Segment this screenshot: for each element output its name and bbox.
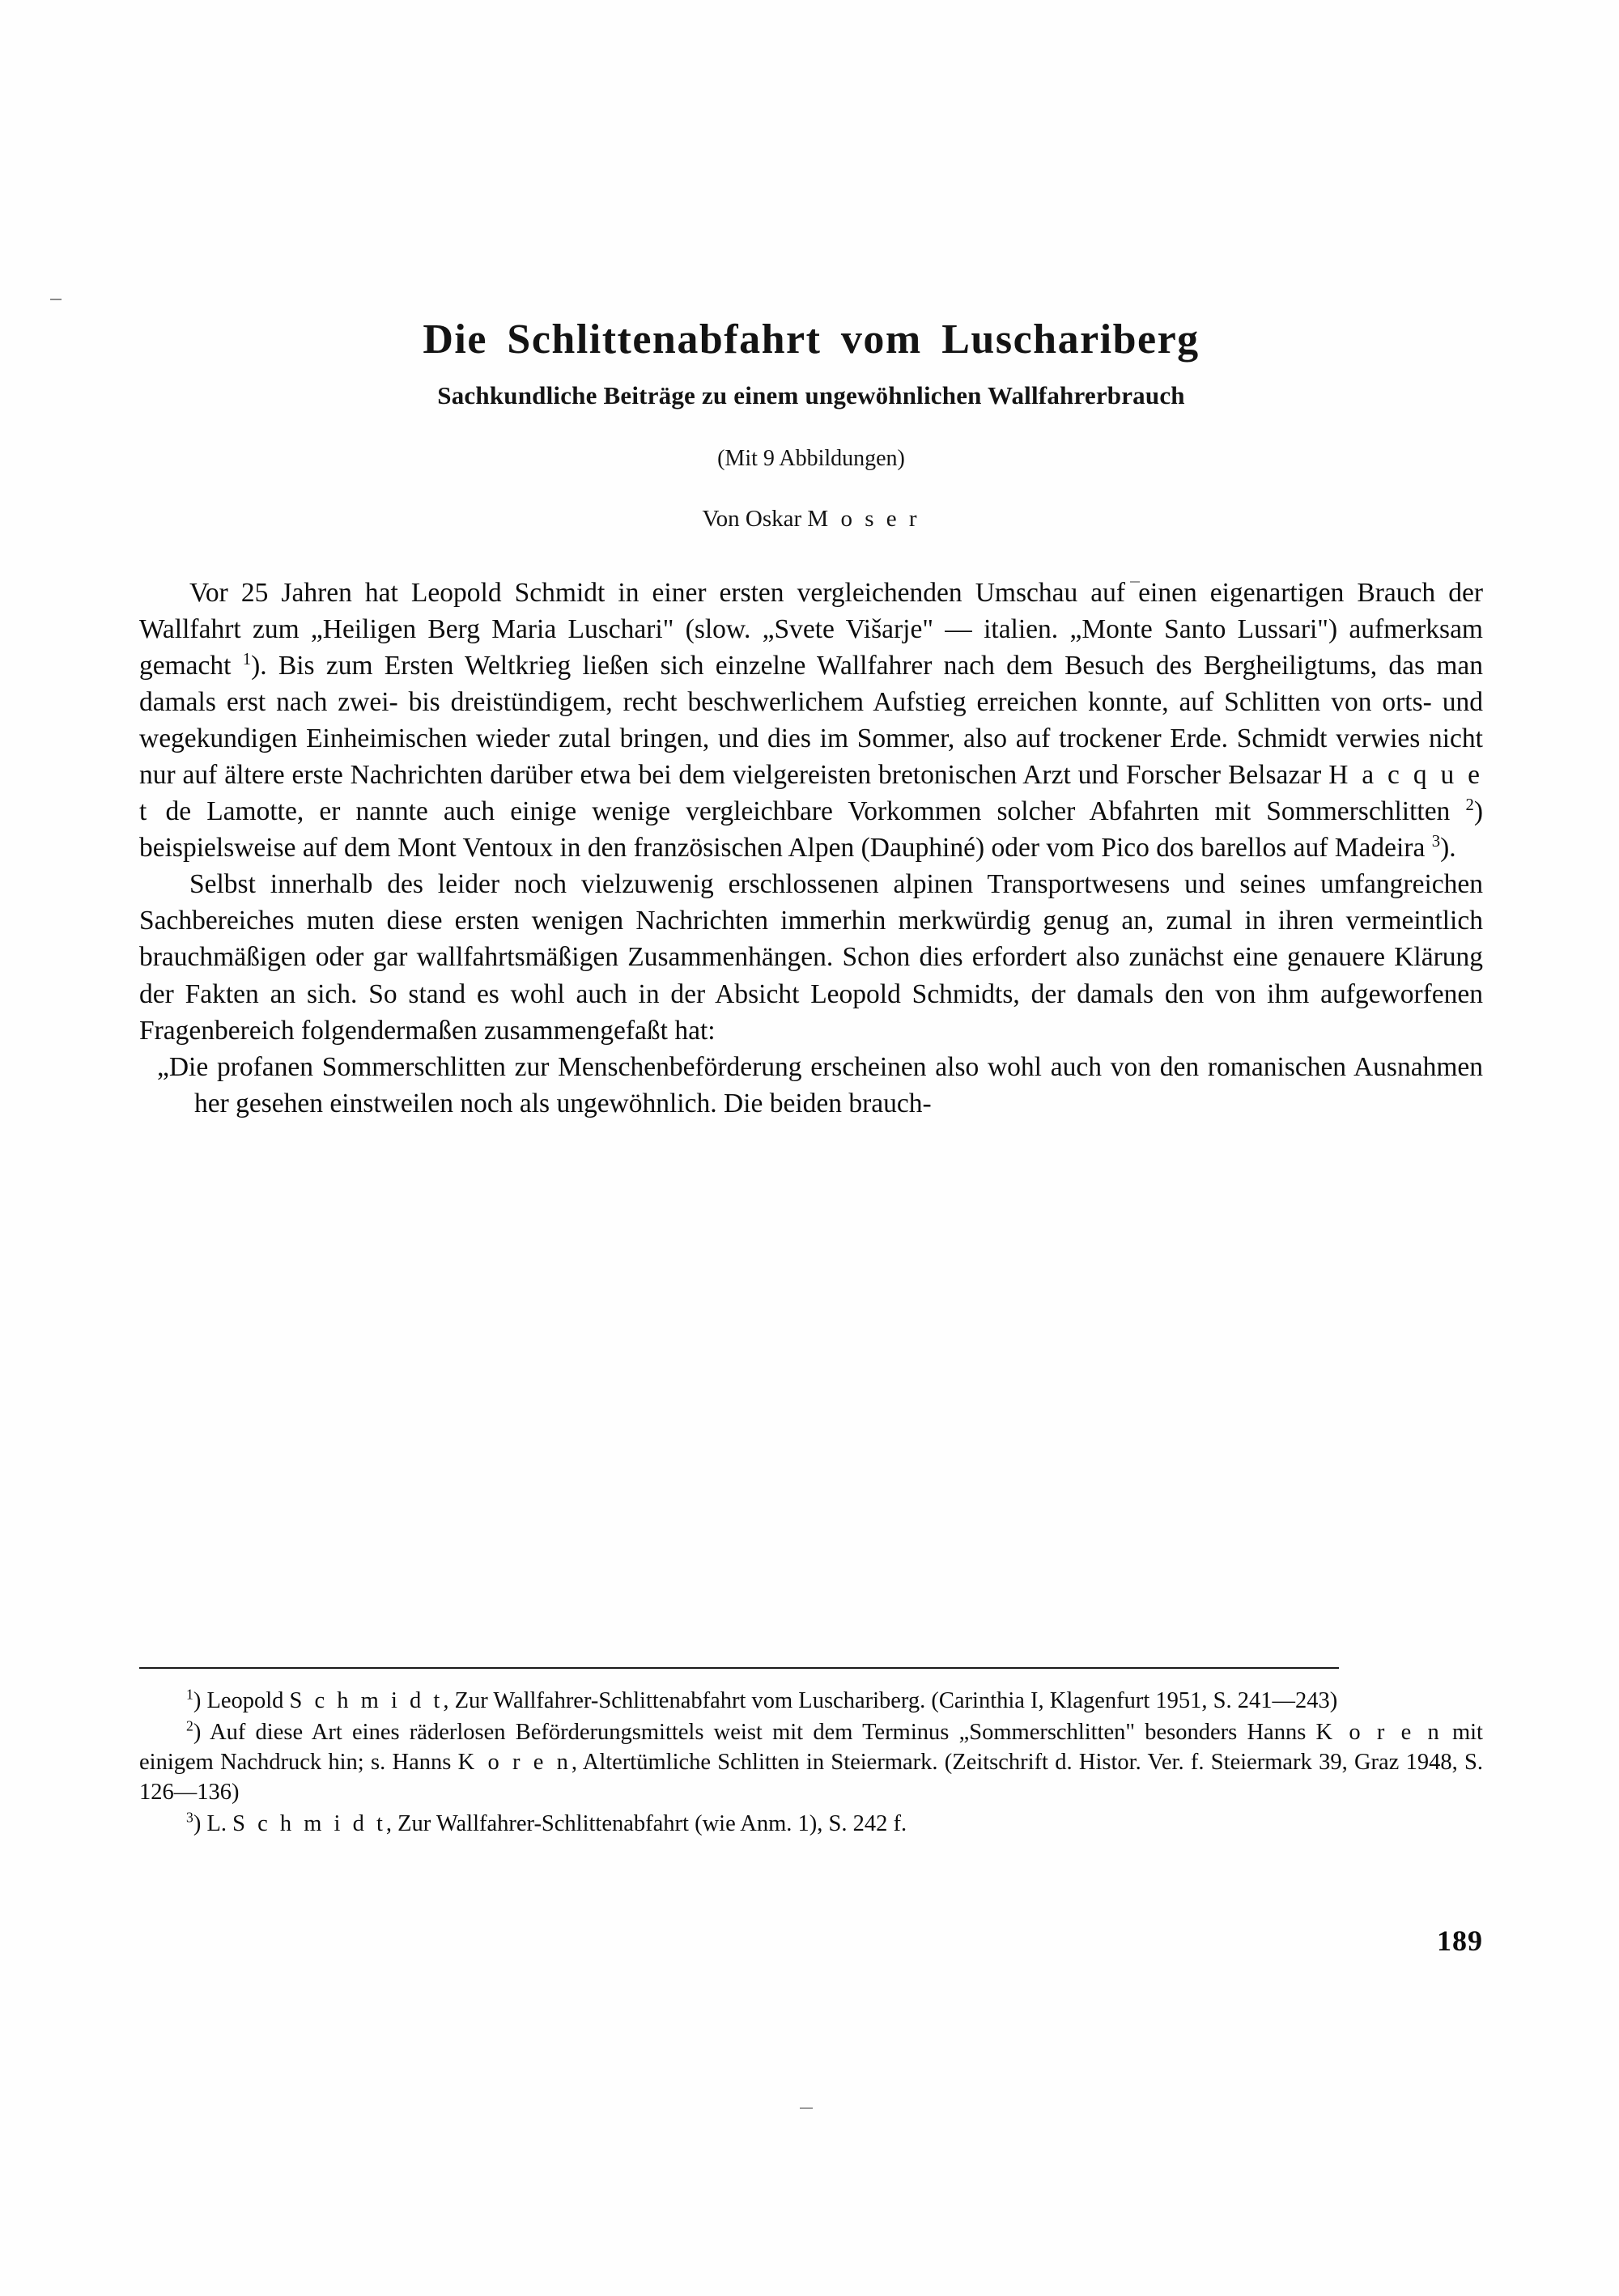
byline-author: M o s e r (807, 506, 920, 532)
footnote-1-marker: 1 (186, 1686, 193, 1703)
page-title: Die Schlittenabfahrt vom Luschariberg (423, 316, 1200, 363)
byline-prefix: Von Oskar (702, 506, 808, 532)
figure-count-note: (Mit 9 Abbildungen) (717, 446, 905, 471)
footnote-2-name-2: K o r e n (457, 1750, 572, 1776)
paragraph-1-text-c: de Lamotte, er nannte auch einige wenige vergleichbare Vorkommen solcher Abfahrten mit Sommerschlitten (150, 796, 1466, 827)
footnote-ref-1[interactable]: 1 (242, 649, 252, 668)
footnote-3-text-a: ) L. (193, 1811, 233, 1837)
article-body (139, 316, 1483, 1122)
paragraph-1-name-hacquet: H a c q u e t (139, 760, 1483, 827)
footnote-ref-3[interactable]: 3 (1431, 832, 1441, 851)
footnote-1-text-a: ) Leopold (193, 1688, 290, 1713)
footnote-1 (139, 1686, 1483, 1716)
page-subtitle: Sachkundliche Beiträge zu einem ungewöhnlichen Wallfahrerbrauch (437, 381, 1185, 410)
paragraph-1-text-b: ). Bis zum Ersten Weltkrieg ließen sich einzelne Wallfahrer nach dem Besuch des Bergheiligtums, das man damals erst nach zwei- bis dreistündigem, recht beschwerlichem Aufstieg erreichen konnte, auf Schlitten von orts- und wegekundigen Einheimischen wieder zutal bringen, und dies im Sommer, also auf trockener Erde. Schmidt verwies nicht nur auf ältere erste Nachrichten darüber etwa bei dem vielgereisten bretonischen Arzt und Forscher Belsazar (139, 651, 1483, 791)
paragraph-1-text-a: Vor 25 Jahren hat Leopold Schmidt in einer ersten vergleichenden Umschau auf einen eigenartigen Brauch der Wallfahrt zum „Heiligen Berg Maria Luschari" (slow. „Svete Višarje" — italien. „Monte Santo Lussari") aufmerksam gemacht (139, 578, 1483, 681)
block-quote: „Die profanen Sommerschlitten zur Menschenbeförderung erscheinen also wohl auch von den romanischen Ausnahmen her gesehen einstweilen noch als ungewöhnlich. Die beiden brauch- (157, 1051, 1483, 1118)
footnote-3-marker: 3 (186, 1809, 193, 1826)
paragraph-2: Selbst innerhalb des leider noch vielzuwenig erschlossenen alpinen Transportwesens und seines umfangreichen Sachbereiches muten diese ersten wenigen Nachrichten immerhin merkwürdig genug an, zumal in ihren vermeintlich brauchmäßigen oder gar wallfahrtsmäßigen Zusammenhängen. Schon dies erfordert also zunächst eine genauere Klärung der Fakten an sich. So stand es wohl auch in der Absicht Leopold Schmidts, der damals den von ihm aufgeworfenen Fragenbereich folgendermaßen zusammengefaßt hat: (139, 869, 1483, 1046)
footnote-2-text-b: mit einigem Nachdruck hin; s. Hanns (139, 1720, 1483, 1776)
footnote-divider (139, 1667, 1339, 1669)
footnote-2 (139, 1717, 1483, 1807)
paragraph-1-text-d: ) beispielsweise auf dem Mont Ventoux in den französischen Alpen (Dauphiné) oder vom Pico dos barellos auf Madeira (139, 796, 1483, 864)
margin-tick-bottom (800, 2107, 813, 2109)
footnote-3-name: S c h m i d t (232, 1811, 386, 1837)
footnote-2-text-c: , Altertümliche Schlitten in Steiermark. (Zeitschrift d. Histor. Ver. f. Steiermark 39, Graz 1948, S. 126—136) (139, 1750, 1483, 1806)
footnote-1-name: S c h m i d t (289, 1688, 444, 1713)
footnote-3 (139, 1809, 1483, 1839)
footnote-ref-2[interactable]: 2 (1465, 796, 1474, 815)
footnote-1-text-b: , Zur Wallfahrer-Schlittenabfahrt vom Luschariberg. (Carinthia I, Klagenfurt 1951, S. 241—243) (443, 1688, 1338, 1713)
footnote-2-text-a: ) Auf diese Art eines räderlosen Beförderungsmittels weist mit dem Terminus „Sommerschlitten" besonders Hanns (193, 1720, 1316, 1746)
footnote-2-name-1: K o r e n (1315, 1720, 1443, 1746)
paragraph-1-text-e: ). (1440, 833, 1456, 864)
footnote-2-marker: 2 (186, 1717, 193, 1734)
paragraph-1 (139, 575, 1483, 866)
footnote-3-text-b: , Zur Wallfahrer-Schlittenabfahrt (wie Anm. 1), S. 242 f. (385, 1811, 907, 1837)
byline (139, 506, 1483, 533)
page-number: 189 (1437, 1925, 1483, 1957)
margin-tick-left (50, 299, 62, 300)
footnotes (139, 1686, 1483, 1840)
